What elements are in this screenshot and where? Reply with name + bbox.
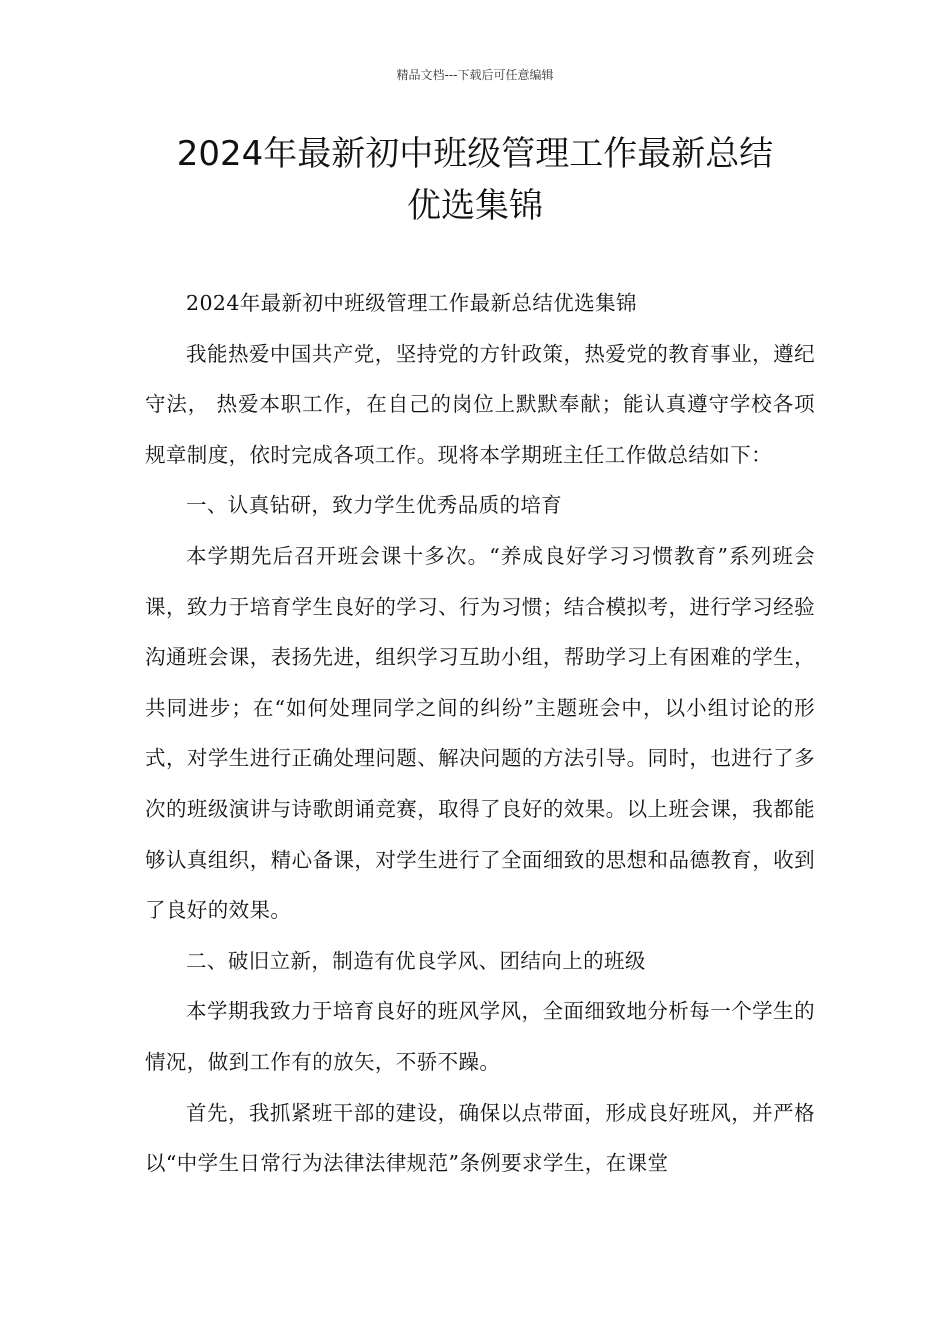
paragraph-section-2: 本学期我致力于培育良好的班风学风，全面细致地分析每一个学生的情况，做到工作有的放矢，不骄不躁。 bbox=[145, 999, 815, 1074]
paragraph-subtitle: 2024年最新初中班级管理工作最新总结优选集锦 bbox=[186, 291, 637, 315]
title-line-2: 优选集锦 bbox=[407, 186, 543, 226]
section-heading-1: 一、认真钻研，致力学生优秀品质的培育 bbox=[186, 493, 563, 518]
document-title bbox=[100, 128, 850, 232]
document-body bbox=[145, 278, 815, 1189]
section-heading-2: 二、破旧立新，制造有优良学风、团结向上的班级 bbox=[186, 948, 646, 973]
paragraph-intro: 我能热爱中国共产党，坚持党的方针政策，热爱党的教育事业，遵纪守法， 热爱本职工作，在自己的岗位上默默奉献；能认真遵守学校各项规章制度，依时完成各项工作。现将本学期班主任工作做总结如下： bbox=[145, 341, 815, 467]
header-note: 精品文档---下载后可任意编辑 bbox=[396, 68, 554, 82]
title-line-1: 2024年最新初中班级管理工作最新总结 bbox=[176, 134, 774, 174]
paragraph-section-2b: 首先，我抓紧班干部的建设，确保以点带面，形成良好班风，并严格以“中学生日常行为法律法律规范”条例要求学生，在课堂 bbox=[145, 1100, 815, 1176]
paragraph-section-1: 本学期先后召开班会课十多次。“养成良好学习习惯教育”系列班会课，致力于培育学生良好的学习、行为习惯；结合模拟考，进行学习经验沟通班会课，表扬先进，组织学习互助小组，帮助学习上有困难的学生，共同进步；在“如何处理同学之间的纠纷”主题班会中，以小组讨论的形式，对学生进行正确处理问题、解决问题的方法引导。同时，也进行了多次的班级演讲与诗歌朗诵竞赛，取得了良好的效果。以上班会课，我都能够认真组织，精心备课，对学生进行了全面细致的思想和品德教育，收到了良好的效果。 bbox=[145, 543, 815, 923]
